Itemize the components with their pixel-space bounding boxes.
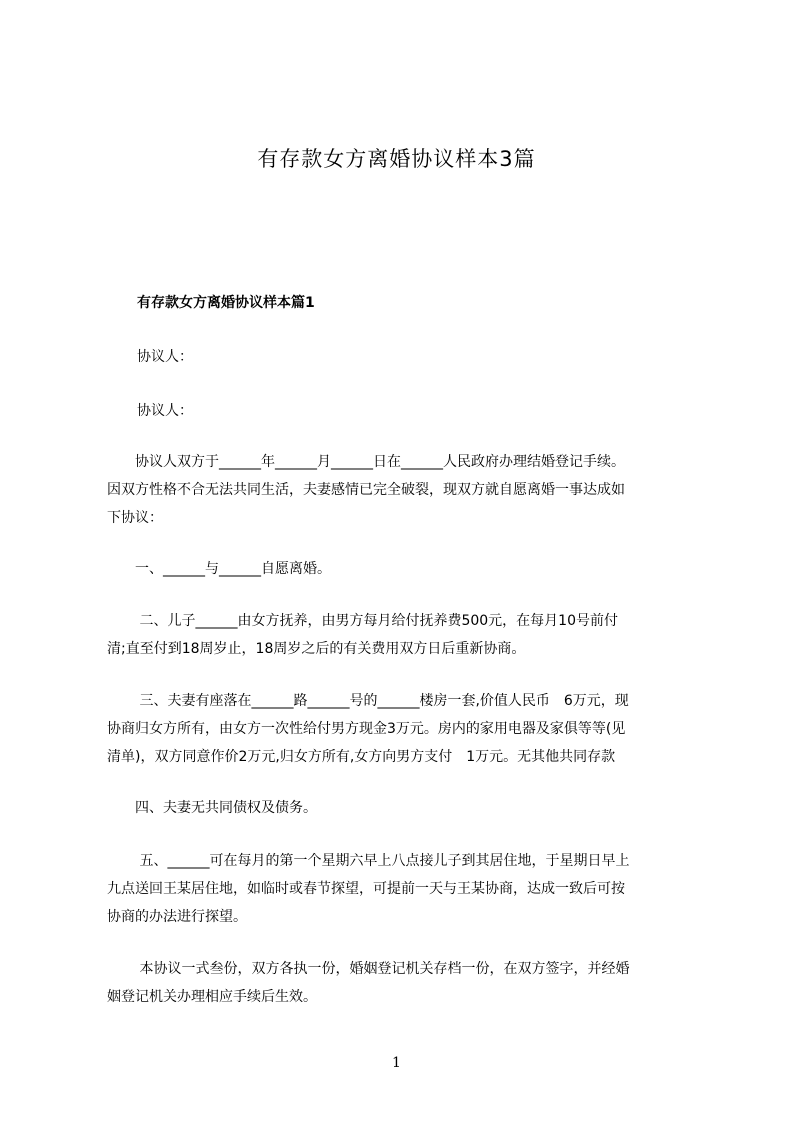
- paragraph-line: 五、______可在每月的第一个星期六早上八点接儿子到其居住地，于星期日早上: [107, 853, 630, 869]
- paragraph-line: 二、儿子______由女方抚养，由男方每月给付抚养费500元，在每月10号前付: [107, 613, 618, 629]
- paragraph-line: 姻登记机关办理相应手续后生效。: [107, 989, 317, 1005]
- paragraph-clause-2: [107, 607, 697, 663]
- paragraph-line: 协商归女方所有，由女方一次性给付男方现金3万元。房内的家用电器及家俱等等(见: [107, 721, 626, 737]
- paragraph-clause-5: [107, 847, 697, 931]
- paragraph-line: 三、夫妻有座落在______路______号的______楼房一套,价值人民币 6万元，现: [107, 693, 629, 709]
- paragraph-line: 清;直至付到18周岁止，18周岁之后的有关费用双方日后重新协商。: [107, 641, 526, 657]
- paragraph-clause-3: [107, 687, 697, 771]
- paragraph-intro: [107, 448, 697, 532]
- paragraph-clause-4: [107, 794, 697, 822]
- party-label-1: 协议人：: [137, 349, 193, 365]
- paragraph-effect: [107, 955, 697, 1011]
- paragraph-line: 协商的办法进行探望。: [107, 909, 247, 925]
- paragraph-line: 清单)，双方同意作价2万元,归女方所有,女方向男方支付 1万元。无其他共同存款: [107, 749, 616, 765]
- paragraph-line: 四、夫妻无共同债权及债务。: [107, 800, 317, 816]
- section-heading: 有存款女方离婚协议样本篇1: [137, 295, 315, 311]
- document-title: 有存款女方离婚协议样本3篇: [257, 147, 536, 171]
- paragraph-line: 因双方性格不合无法共同生活，夫妻感情已完全破裂，现双方就自愿离婚一事达成如: [107, 482, 625, 498]
- paragraph-line: 一、______与______自愿离婚。: [107, 561, 331, 577]
- paragraph-line: 本协议一式叁份，双方各执一份，婚姻登记机关存档一份，在双方签字，并经婚: [107, 961, 630, 977]
- paragraph-line: 协议人双方于______年______月______日在______人民政府办理结婚登记手续。: [107, 454, 625, 470]
- party-label-2: 协议人：: [137, 403, 193, 419]
- page-number: 1: [392, 1055, 401, 1071]
- paragraph-line: 下协议：: [107, 510, 163, 526]
- paragraph-line: 九点送回王某居住地，如临时或春节探望，可提前一天与王某协商，达成一致后可按: [107, 881, 625, 897]
- paragraph-clause-1: [107, 555, 697, 583]
